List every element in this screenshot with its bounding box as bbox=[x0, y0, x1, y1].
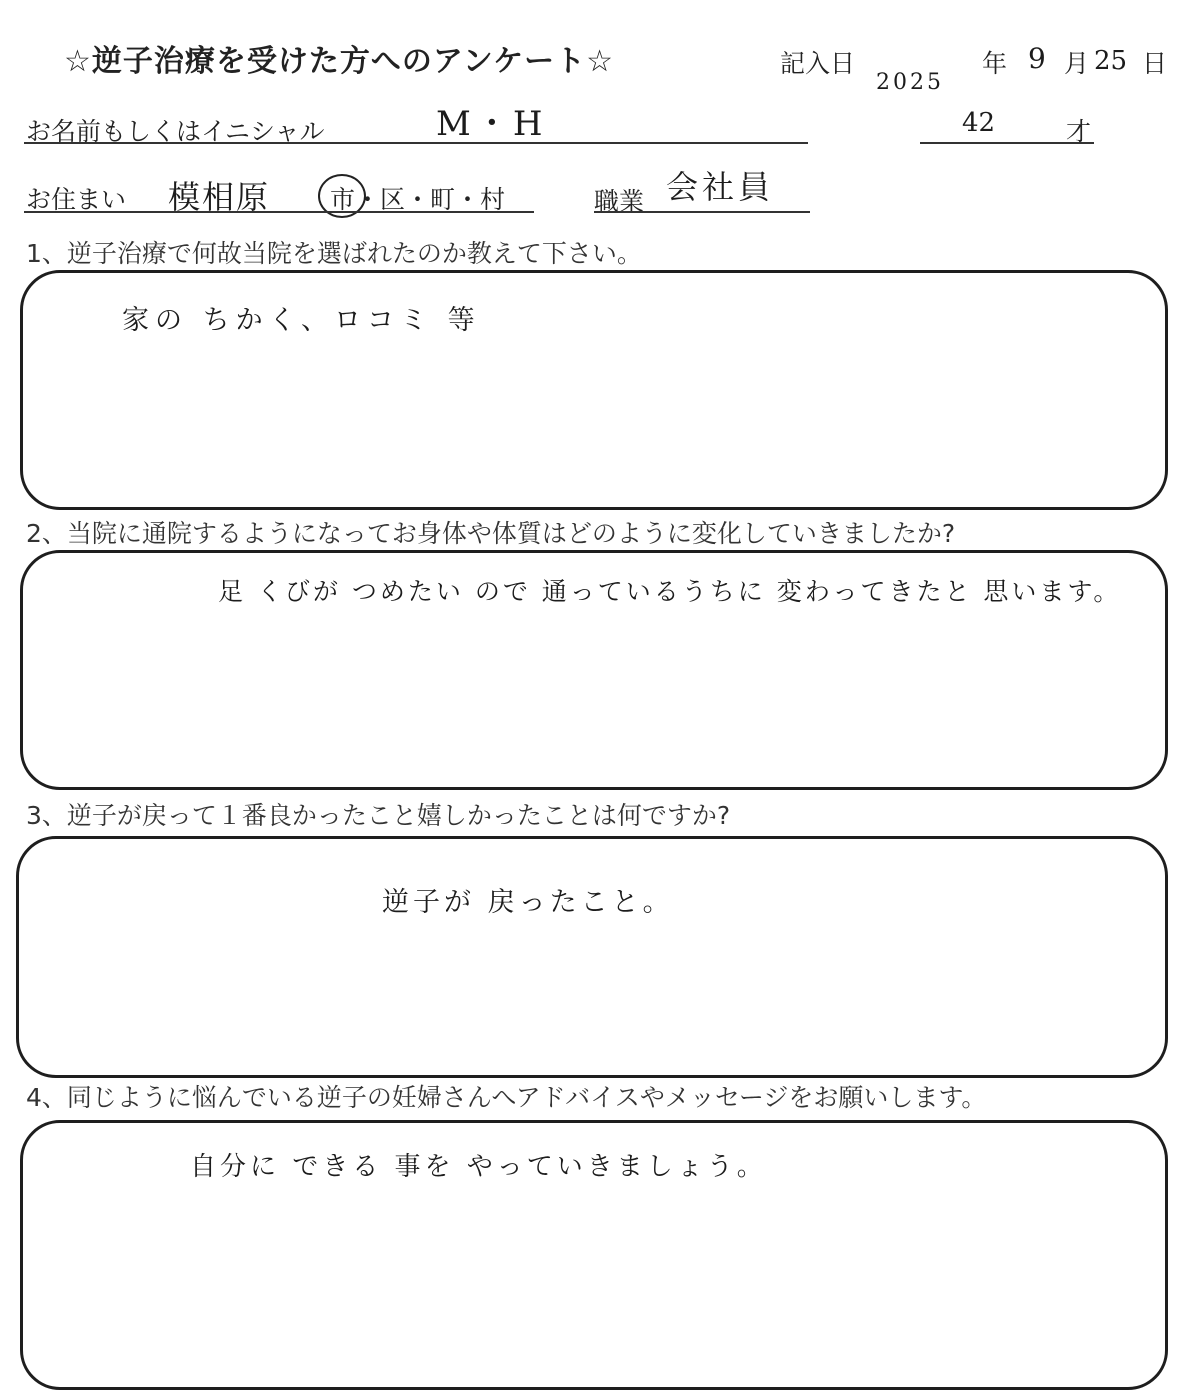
address-options: 市・区・町・村 bbox=[330, 185, 506, 214]
year-value: 2025 bbox=[876, 70, 944, 95]
name-label: お名前もしくはイニシャル bbox=[26, 117, 325, 146]
month-unit: 月 bbox=[1064, 49, 1090, 78]
day-value: 25 bbox=[1094, 46, 1128, 76]
age-value: 42 bbox=[962, 108, 996, 138]
name-value: M・H bbox=[436, 104, 547, 144]
age-underline bbox=[920, 142, 1094, 144]
address-underline bbox=[24, 211, 534, 213]
question-1-label: 1、逆子治療で何故当院を選ばれたのか教えて下さい。 bbox=[26, 239, 642, 268]
question-1-answer: 家の ちかく、ロコミ 等 bbox=[122, 305, 481, 336]
name-underline bbox=[24, 142, 808, 144]
question-3-label: 3、逆子が戻って１番良かったこと嬉しかったことは何ですか? bbox=[26, 801, 731, 830]
question-4-answer: 自分に できる 事を やっていきましょう。 bbox=[190, 1152, 767, 1182]
job-label: 職業 bbox=[594, 187, 645, 216]
question-3-answer: 逆子が 戻ったこと。 bbox=[382, 887, 674, 918]
date-label: 記入日 bbox=[780, 49, 856, 78]
day-unit: 日 bbox=[1142, 49, 1168, 78]
question-2-label: 2、当院に通院するようになってお身体や体質はどのように変化していきましたか? bbox=[26, 519, 956, 548]
job-value: 会社員 bbox=[666, 168, 775, 206]
address-label: お住まい bbox=[26, 185, 127, 214]
job-underline bbox=[594, 211, 810, 213]
year-unit: 年 bbox=[982, 49, 1008, 78]
survey-title: ☆逆子治療を受けた方へのアンケート☆ bbox=[64, 44, 614, 79]
age-unit: 才 bbox=[1066, 117, 1092, 146]
question-2-answer: 足 くびが つめたい ので 通っているうちに 変わってきたと 思います。 bbox=[218, 577, 1122, 606]
question-3-answer-box bbox=[16, 836, 1168, 1078]
month-value: 9 bbox=[1028, 42, 1046, 75]
question-4-label: 4、同じように悩んでいる逆子の妊婦さんへアドバイスやメッセージをお願いします。 bbox=[26, 1083, 987, 1112]
address-value: 模相原 bbox=[168, 178, 271, 216]
